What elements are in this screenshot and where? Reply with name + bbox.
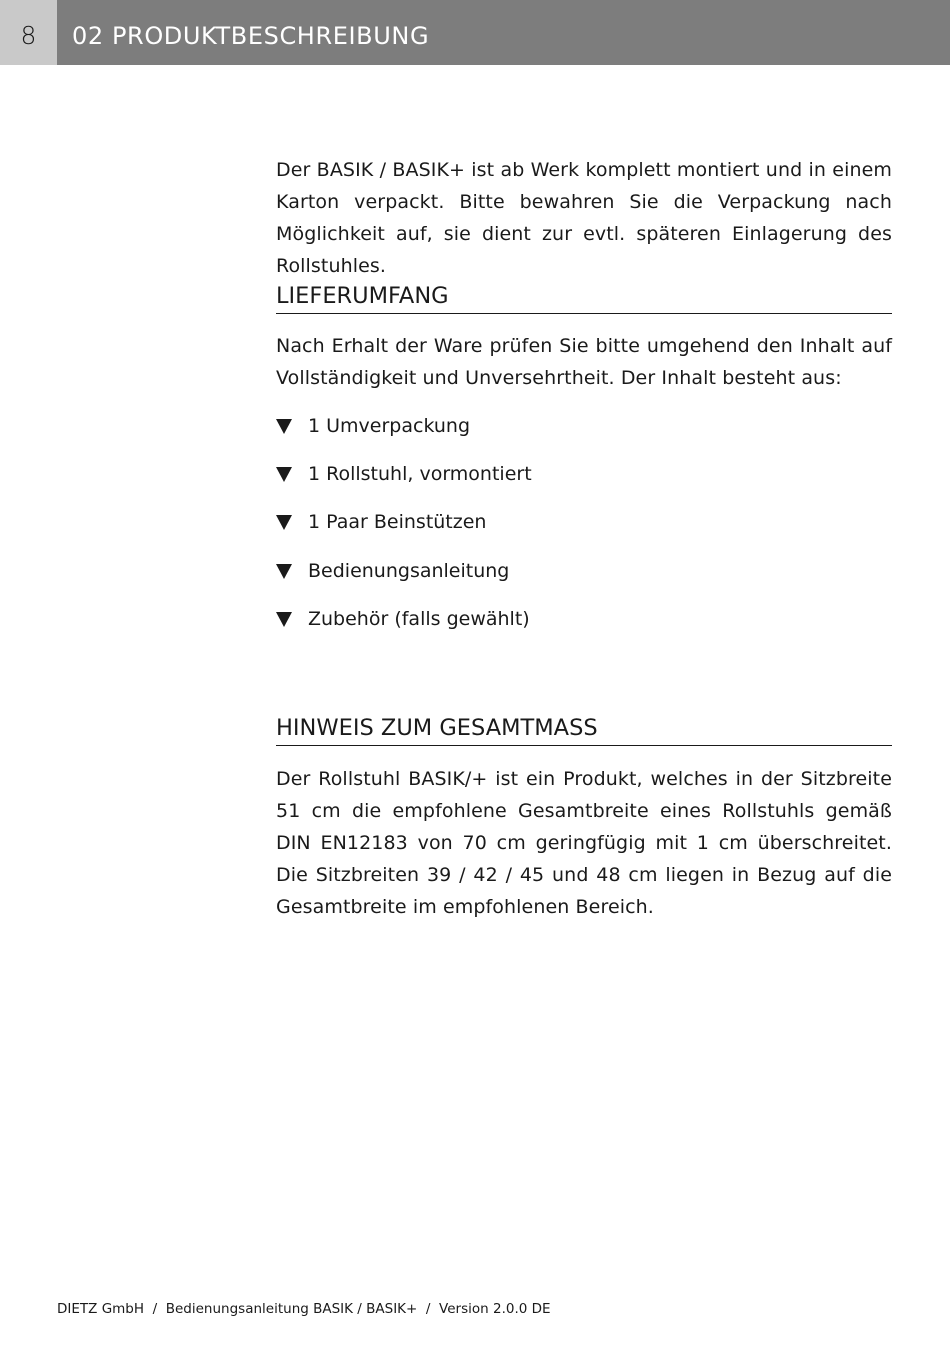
list-item-label: 1 Umverpackung [308, 415, 471, 437]
list-item-label: 1 Rollstuhl, vormontiert [308, 463, 532, 486]
page-header [0, 0, 950, 65]
list-item-label: Zubehör (falls gewählt) [308, 607, 530, 630]
triangle-bullet-icon [276, 515, 292, 530]
triangle-bullet-icon [276, 467, 292, 482]
section-heading-hinweis: HINWEIS ZUM GESAMTMASS [276, 713, 892, 746]
list-item-label: 1 Paar Beinstützen [308, 511, 487, 534]
lieferumfang-paragraph: Nach Erhalt der Ware prüfen Sie bitte umgehend den Inhalt auf Vollständigkeit und Unversehrtheit. Der Inhalt besteht aus: [276, 335, 892, 389]
chapter-title: 02 PRODUKTBESCHREIBUNG [72, 22, 430, 50]
intro-paragraph: Der BASIK / BASIK+ ist ab Werk komplett montiert und in einem Karton verpackt. Bitte bewahren Sie die Verpackung nach Möglichkeit auf, sie dient zur evtl. späteren Einlagerung des Rollstuhles. [276, 159, 892, 277]
list-item-label: Bedienungsanleitung [308, 559, 510, 582]
page-number-box [0, 0, 57, 65]
triangle-bullet-icon [276, 612, 292, 627]
section-heading-lieferumfang: LIEFERUMFANG [276, 281, 892, 314]
hinweis-paragraph: Der Rollstuhl BASIK/+ ist ein Produkt, welches in der Sitzbreite 51 cm die empfohlene Gesamtbreite eines Rollstuhls gemäß DIN EN12183 von 70 cm geringfügig mit 1 cm überschreitet. Die Sitzbreiten 39 / 42 / 45 und 48 cm liegen in Bezug auf die Gesamtbreite im empfohlenen Bereich. [276, 768, 892, 918]
triangle-bullet-icon [276, 419, 292, 434]
page-footer: DIETZ GmbH / Bedienungsanleitung BASIK / BASIK+ / Version 2.0.0 DE [57, 1301, 551, 1317]
page-number: 8 [20, 21, 37, 50]
triangle-bullet-icon [276, 564, 292, 579]
